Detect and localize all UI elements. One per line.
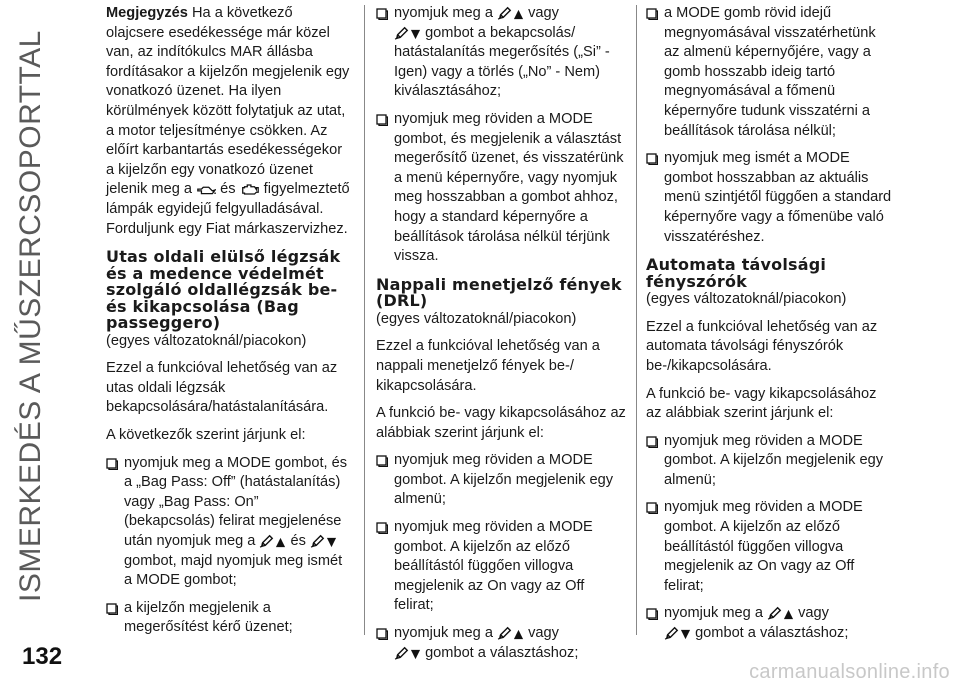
- list-item-text: vagy: [798, 605, 829, 622]
- arrow-up-icon: [513, 9, 524, 20]
- column-divider: [364, 5, 365, 635]
- list-item: [646, 498, 894, 596]
- bullet-box-icon: [376, 8, 388, 20]
- list-item: [646, 4, 894, 141]
- set-button-icon: [664, 626, 680, 640]
- list-item-text: gombot a választáshoz;: [695, 625, 849, 642]
- list-item-text: és: [290, 532, 306, 549]
- set-button-icon: [497, 6, 513, 20]
- paragraph: A funkció be- vagy kikapcsolásához az alábbiak szerint járjunk el:: [646, 385, 877, 422]
- bullet-box-icon: [376, 455, 388, 467]
- note-lead: Megjegyzés: [106, 5, 188, 21]
- list-item: [106, 454, 351, 591]
- list-item-text: nyomjuk meg a: [664, 605, 763, 622]
- list-item: [646, 604, 894, 643]
- availability-note: (egyes változatoknál/piacokon): [376, 310, 577, 327]
- list-item-text: a MODE gomb rövid idejű megnyomásával visszatérhetünk az almenü képernyőjére, vagy a gomb hosszabb ideig tartó megnyomásával a főmenü képernyőre tudunk visszatérni a beállítások tárolása nélkül;: [664, 5, 876, 139]
- arrow-down-icon: [326, 537, 337, 548]
- oil-pressure-icon: [196, 184, 216, 196]
- bullet-box-icon: [646, 8, 658, 20]
- column-1: [106, 4, 351, 646]
- column-2: [376, 4, 628, 671]
- list-item: [106, 599, 351, 638]
- list-item-text: nyomjuk meg a: [394, 625, 493, 642]
- list-item: [646, 149, 894, 247]
- set-button-icon: [259, 534, 275, 548]
- list-item: [376, 518, 628, 616]
- list-item-text: gombot a választáshoz;: [425, 644, 579, 661]
- bullet-box-icon: [376, 628, 388, 640]
- note-text: Ha a következő olajcsere esedékessége már közel van, az indítókulcs MAR állásba fordításakor a kijelzőn megjelenik egy vonatkozó üzenet. Ha ilyen körülmények között folytatjuk az utat, a motor teljesítménye csökken. Az előírt karbantartás esedékességekor a kijelzőn egy vonatkozó üzenet jelenik meg a: [106, 5, 350, 198]
- list-item: [376, 110, 628, 267]
- section-heading: Utas oldali elülső légzsák és a medence védelmét szolgáló oldallégzsák be- és kikapcsolása (Bag passeggero): [106, 247, 341, 333]
- page-number: 132: [22, 643, 63, 670]
- list-item-text: nyomjuk meg a: [394, 5, 493, 21]
- bullet-box-icon: [376, 522, 388, 534]
- list-item-text: gombot a bekapcsolás/ hatástalanítás megerősítés („Si” - Igen) vagy a törlés („No” - Nem) kiválasztásához;: [394, 24, 610, 100]
- availability-note: (egyes változatoknál/piacokon): [106, 332, 307, 349]
- bullet-box-icon: [376, 114, 388, 126]
- arrow-down-icon: [410, 649, 421, 660]
- bullet-box-icon: [646, 436, 658, 448]
- paragraph: A következők szerint járjunk el:: [106, 427, 306, 443]
- paragraph: Ezzel a funkcióval lehetőség van az automata távolsági fényszórók be-/kikapcsolására.: [646, 318, 878, 374]
- note-paragraph: [106, 4, 351, 239]
- arrow-up-icon: [513, 629, 524, 640]
- list-item-text: nyomjuk meg röviden a MODE gombot. A kijelzőn megjelenik egy almenü;: [664, 432, 884, 488]
- set-button-icon: [497, 626, 513, 640]
- arrow-up-icon: [275, 537, 286, 548]
- bullet-box-icon: [646, 502, 658, 514]
- list-item: [376, 624, 628, 663]
- list-item: [376, 451, 628, 510]
- list-item-text: vagy: [528, 5, 559, 21]
- paragraph: A funkció be- vagy kikapcsolásához az alábbiak szerint járjunk el:: [376, 405, 626, 441]
- list-item-text: nyomjuk meg röviden a MODE gombot. A kijelzőn megjelenik egy almenü;: [394, 452, 614, 508]
- list-item-text: nyomjuk meg röviden a MODE gombot, és megjelenik a választást megerősítő üzenet, és visszatérünk a menü képernyőre, vagy nyomjuk meg hosszabban a gombot ahhoz, hogy a standard képernyőre a beállítások tárolása nélkül térjünk vissza.: [394, 110, 624, 265]
- paragraph: Ezzel a funkcióval lehetőség van a nappali menetjelző fények be-/ kikapcsolására.: [376, 338, 600, 394]
- list-item-text: gombot, majd nyomjuk meg ismét a MODE gombot;: [124, 552, 343, 589]
- list-item: [376, 4, 628, 102]
- bullet-box-icon: [646, 608, 658, 620]
- note-text: és: [220, 181, 236, 198]
- set-button-icon: [310, 534, 326, 548]
- paragraph: Ezzel a funkcióval lehetőség van az utas oldali légzsák bekapcsolására/hatástalanítására.: [106, 360, 338, 416]
- bullet-box-icon: [646, 153, 658, 165]
- arrow-up-icon: [783, 609, 794, 620]
- availability-note: (egyes változatoknál/piacokon): [646, 291, 847, 308]
- list-item-text: nyomjuk meg röviden a MODE gombot. A kijelzőn az előző beállítástól függően villogva megjelenik az On vagy az Off felirat;: [394, 519, 593, 614]
- set-button-icon: [767, 606, 783, 620]
- arrow-down-icon: [680, 629, 691, 640]
- list-item-text: nyomjuk meg ismét a MODE gombot hosszabban az aktuális menü szintjétől függően a standard képernyőre vagy a főmenübe való visszatéréshez.: [664, 150, 892, 245]
- column-3: [646, 4, 894, 652]
- list-item-text: a kijelzőn megjelenik a megerősítést kérő üzenet;: [124, 599, 293, 636]
- bullet-box-icon: [106, 458, 118, 470]
- engine-warning-icon: [240, 183, 260, 196]
- list-item-text: nyomjuk meg röviden a MODE gombot. A kijelzőn az előző beállítástól függően villogva megjelenik az On vagy az Off felirat;: [664, 499, 863, 594]
- section-heading: Nappali menetjelző fények (DRL): [376, 274, 622, 311]
- watermark: carmanualsonline.info: [749, 661, 950, 683]
- note-text: figyelmeztető lámpák egyidejű felgyulladásával. Forduljunk egy Fiat márkaszervizhez.: [106, 181, 350, 237]
- bullet-box-icon: [106, 603, 118, 615]
- list-item: [646, 432, 894, 491]
- list-item-text: vagy: [528, 625, 559, 642]
- section-heading: Automata távolsági fényszórók: [646, 255, 827, 291]
- column-divider: [636, 5, 637, 635]
- set-button-icon: [394, 646, 410, 660]
- set-button-icon: [394, 26, 410, 40]
- section-title: ISMERKEDÉS A MŰSZERCSOPORTTAL: [14, 30, 47, 602]
- arrow-down-icon: [410, 29, 421, 40]
- list-item-text: nyomjuk meg a MODE gombot, és a „Bag Pass: Off” (hatástalanítás) vagy „Bag Pass: On” (bekapcsolás) felirat megjelenése után nyomjuk meg a: [124, 454, 348, 549]
